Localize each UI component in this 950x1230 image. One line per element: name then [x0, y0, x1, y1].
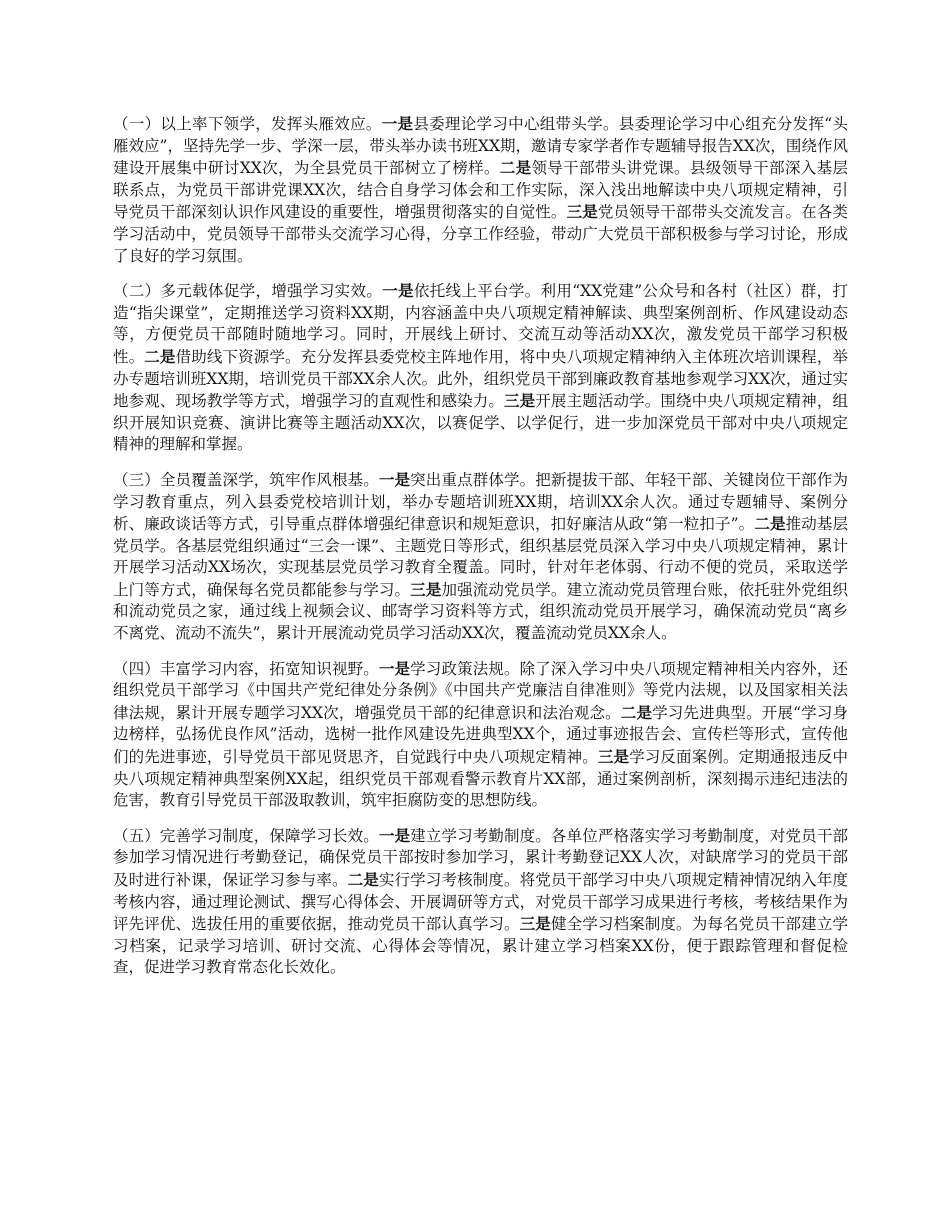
point-text: 开展主题活动学。围绕中央八项规定精神，组织开展知识竞赛、演讲比赛等主题活动XX次，以赛促学、以学促行，进一步加深党员干部对中央八项规定精神的理解和掌握。: [113, 392, 848, 454]
point-marker: 三是: [410, 579, 442, 599]
paragraph-5: [113, 825, 848, 979]
point-text: 党员领导干部带头交流发言。在各类学习活动中，党员领导干部带头交流学习心得，分享工作经验，带动广大党员干部积极参与学习讨论，形成了良好的学习氛围。: [113, 203, 848, 265]
point-marker: 一是: [378, 658, 411, 678]
point-text: 健全学习档案制度。为每名党员干部建立学习档案，记录学习培训、研讨交流、心得体会等情况，累计建立学习档案XX份，便于跟踪管理和督促检查，促进学习教育常态化长效化。: [113, 915, 848, 977]
point-text: 推动基层党员学。各基层党组织通过“三会一课”、主题党日等形式，组织基层党员深入学习中央八项规定精神，累计开展学习活动XX场次，实现基层党员学习教育全覆盖。同时，针对年老体弱、行动不便的党员，采取送学上门等方式，确保每名党员都能参与学习。: [113, 515, 848, 599]
paragraph-4: [113, 658, 848, 812]
point-marker: 三是: [566, 202, 598, 222]
paragraph-heading: （二）多元载体促学，增强学习实效。: [113, 282, 383, 301]
point-text: 学习反面案例。定期通报违反中央八项规定精神典型案例XX起，组织党员干部观看警示教育片XX部，通过案例剖析，深刻揭示违纪违法的危害，教育引导党员干部汲取教训，筑牢拒腐防变的思想防线。: [113, 748, 848, 810]
point-marker: 一是: [378, 469, 411, 489]
point-marker: 三是: [597, 747, 630, 767]
point-text: 建立学习考勤制度。各单位严格落实学习考勤制度，对党员干部参加学习情况进行考勤登记，确保党员干部按时参加学习，累计考勤登记XX人次，对缺席学习的党员干部及时进行补课，保证学习参与率。: [113, 826, 848, 889]
point-marker: 二是: [620, 702, 653, 722]
point-marker: 一是: [382, 281, 414, 301]
point-text: 借助线下资源学。充分发挥县委党校主阵地作用，将中央八项规定精神纳入主体班次培训课程，举办专题培训班XX期，培训党员干部XX余人次。此外，组织党员干部到廉政教育基地参观学习XX次，通过实地参观、现场教学等方式，增强学习的直观性和感染力。: [113, 347, 848, 411]
point-text: 依托线上平台学。利用“XX党建”公众号和各村（社区）群，打造“指尖课堂”，定期推送学习资料XX期，内容涵盖中央八项规定精神解读、典型案例剖析、作风建设动态等，方便党员干部随时随地学习。同时，开展线上研讨、交流互动等活动XX次，激发党员干部学习积极性。: [113, 282, 848, 366]
point-marker: 二是: [499, 158, 532, 178]
paragraph-heading: （一）以上率下领学，发挥头雁效应。: [113, 115, 382, 133]
paragraph-1: [113, 113, 848, 267]
point-text: 加强流动党员学。建立流动党员管理台账，依托驻外党组织和流动党员之家，通过线上视频会议、邮寄学习资料等方式，组织流动党员开展学习，确保流动党员“离乡不离党、流动不流失”，累计开展流动党员学习活动XX次，覆盖流动党员XX余人。: [113, 580, 848, 643]
point-text: 县委理论学习中心组带头学。县委理论学习中心组充分发挥“头雁效应”，坚持先学一步、学深一层，带头举办读书班XX期，邀请专家学者作专题辅导报告XX次，围绕作风建设开展集中研讨XX次，为全县党员干部树立了榜样。: [113, 115, 848, 178]
point-marker: 三是: [504, 391, 536, 411]
point-text: 实行学习考核制度。将党员干部学习中央八项规定精神情况纳入年度考核内容，通过理论测试、撰写心得体会、开展调研等方式，对党员干部学习成果进行考核，考核结果作为评先评优、选拔任用的重要依据，推动党员干部认真学习。: [113, 871, 848, 934]
point-marker: 三是: [519, 914, 551, 934]
point-text: 学习先进典型。开展“学习身边榜样，弘扬优良作风”活动，选树一批作风建设先进典型XX个，通过事迹报告会、宣传栏等形式，宣传他们的先进事迹，引导党员干部见贤思齐，自觉践行中央八项规定精神。: [113, 703, 848, 767]
point-marker: 一是: [378, 825, 411, 845]
document-page: [113, 113, 848, 992]
paragraph-heading: （五）完善学习制度，保障学习长效。: [113, 826, 379, 845]
point-marker: 二是: [754, 514, 786, 534]
paragraph-heading: （四）丰富学习内容，拓宽知识视野。: [113, 659, 379, 678]
point-text: 突出重点群体学。把新提拔干部、年轻干部、关键岗位干部作为学习教育重点，列入县委党校培训计划，举办专题培训班XX期，培训XX余人次。通过专题辅导、案例分析、廉政谈话等方式，引导重点群体增强纪律意识和规矩意识，扣好廉洁从政“第一粒扣子”。: [113, 470, 848, 534]
point-text: 学习政策法规。除了深入学习中央八项规定精神相关内容外，还组织党员干部学习《中国共产党纪律处分条例》《中国共产党廉洁自律准则》等党内法规，以及国家相关法律法规，累计开展专题学习XX次，增强党员干部的纪律意识和法治观念。: [113, 659, 848, 722]
point-text: 领导干部带头讲党课。县级领导干部深入基层联系点，为党员干部讲党课XX次，结合自身学习体会和工作实际，深入浅出地解读中央八项规定精神，引导党员干部深刻认识作风建设的重要性，增强贯彻落实的自觉性。: [113, 159, 848, 222]
paragraph-heading: （三）全员覆盖深学，筑牢作风根基。: [113, 470, 379, 489]
paragraph-2: [113, 280, 848, 456]
point-marker: 二是: [144, 346, 176, 366]
point-marker: 二是: [347, 870, 379, 889]
paragraph-3: [113, 469, 848, 645]
point-marker: 一是: [381, 114, 414, 133]
